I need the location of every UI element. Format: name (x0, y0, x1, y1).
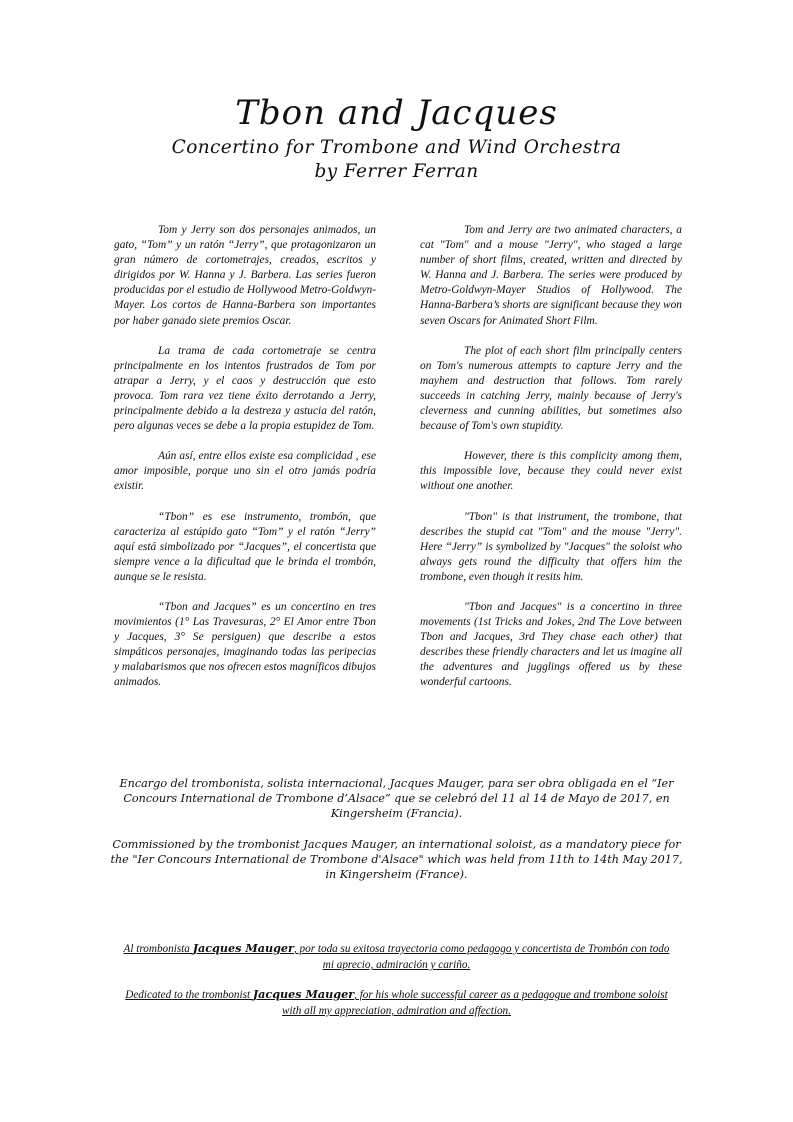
dedication-english (120, 986, 673, 1019)
dedication-spanish (120, 940, 673, 973)
document-subtitle: Concertino for Trombone and Wind Orchestra (171, 137, 622, 158)
spanish-paragraph: Tom y Jerry son dos personajes animados, un gato, “Tom” y un ratón “Jerry”, que protagonizaron un gran número de cortometrajes, creados, escritos y dirigidos por W. Hanna y J. Barbera. Las series fueron producidas por el estudio de Hollywood Metro-Goldwyn-Mayer. Los cortos de Hanna-Barbera son importantes por haber ganado siete premios Oscar. (114, 224, 376, 327)
spanish-description-column (114, 223, 376, 706)
spanish-paragraph: “Tbon and Jacques” es un concertino en tres movimientos (1° Las Travesuras, 2° El Amor entre Tbon y Jacques, 3° Se persiguen) que describe a estos simpáticos personajes, imaginando todas las peripecias y malabarismos que nos ofrecen estos magníficos dibujos animados. (114, 600, 376, 689)
english-description-column (420, 223, 682, 706)
commission-note-english: Commissioned by the trombonist Jacques Mauger, an international soloist, as a mandatory piece for the "Ier Concours International de Trombone d'Alsace" which was held from 11th to 14th May 2017, in Kingersheim (France). (110, 838, 683, 881)
english-paragraph: The plot of each short film principally centers on Tom's numerous attempts to capture Jerry and the mayhem and destruction that follows. Tom rarely succeeds in catching Jerry, mainly because of Jerry's cleverness and cunning abilities, but sometimes also because of Tom's own stupidity. (420, 344, 682, 433)
dedication-text: Al trombonista (123, 943, 193, 955)
dedication-text: , for his whole successful career as a pedagogue and trombone soloist with all my appreciation, admiration and affection. (282, 989, 668, 1017)
english-paragraph: "Tbon" is that instrument, the trombone, that describes the stupid cat "Tom" and the mouse "Jerry". Here “Jerry” is symbolized by "Jacques" the soloist who always gets round the difficulty that offers him the trombone, even though it resits him. (420, 510, 682, 583)
dedication-text: , por toda su exitosa trayectoria como pedagogo y concertista de Trombón con todo mi aprecio, admiración y cariño. (293, 943, 670, 971)
spanish-paragraph: “Tbon” es ese instrumento, trombón, que caracteriza al estúpido gato “Tom” y el ratón “Jerry” aquí está simbolizado por “Jacques”, el concertista que siempre vence a la dificultad que le brinda el trombón, aunque se le resista. (114, 510, 376, 583)
english-paragraph: "Tbon and Jacques" is a concertino in three movements (1st Tricks and Jokes, 2nd The Love between Tbon and Jacques, 3rd They chase each other) that describes these friendly characters and let us imagine all the adventures and jugglings offered us by these wonderful cartoons. (420, 600, 682, 689)
document-title: Tbon and Jacques (235, 93, 558, 133)
commission-note-spanish: Encargo del trombonista, solista internacional, Jacques Mauger, para ser obra obligada en el “Ier Concours International de Trombone d’Alsace” que se celebró del 11 al 14 de Mayo de 2017, en Kingersheim (Francia). (119, 777, 674, 820)
composer-credit: by Ferrer Ferran (314, 161, 479, 182)
english-paragraph: Tom and Jerry are two animated characters, a cat "Tom" and a mouse "Jerry", who staged a large number of short films, created, written and directed by W. Hanna and J. Barbera. The series were produced by Metro-Goldwyn-Mayer Studios of Hollywood. The Hanna-Barbera’s shorts are significant because they won seven Oscars for Animated Short Film. (420, 224, 682, 327)
dedication-text: Dedicated to the trombonist (125, 989, 253, 1001)
dedicatee-name: Jacques Mauger (252, 987, 355, 1001)
spanish-paragraph: La trama de cada cortometraje se centra principalmente en los intentos frustrados de Tom por atrapar a Jerry, y el caos y destrucción que esto provoca. Tom rara vez tiene éxito derrotando a Jerry, principalmente debido a la destreza y astucia del ratón, pero algunas veces se debe a la propia estupidez de Tom. (114, 344, 376, 433)
english-paragraph: However, there is this complicity among them, this impossible love, because they could never exist without one another. (420, 450, 682, 493)
dedicatee-name: Jacques Mauger (192, 941, 294, 955)
spanish-paragraph: Aún así, entre ellos existe esa complicidad , ese amor imposible, porque uno sin el otro jamás podría existir. (114, 450, 376, 493)
